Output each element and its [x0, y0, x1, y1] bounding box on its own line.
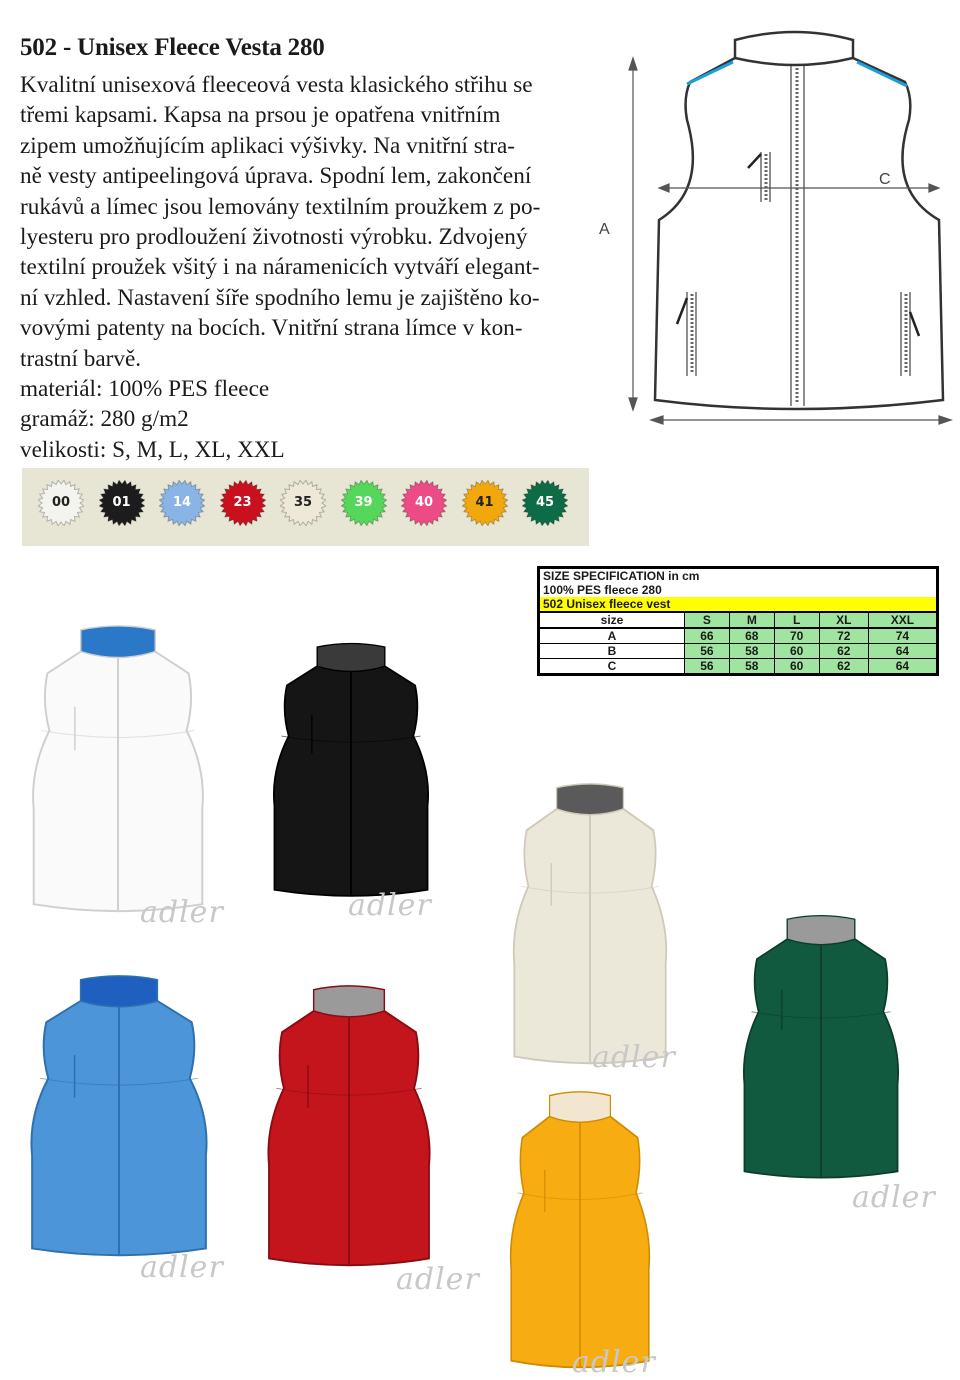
description-line: ní vzhled. Nastavení šíře spodního lemu je zajištěno ko-: [20, 284, 540, 311]
sizes-spec: velikosti: S, M, L, XL, XXL: [20, 436, 285, 463]
description-line: zipem umožňujícím aplikaci výšivky. Na vnitřní stra-: [20, 132, 515, 159]
swatch-code: 45: [535, 495, 555, 510]
size-header-cell: XL: [819, 612, 868, 628]
table-cell: 62: [819, 644, 868, 659]
vest-photo-red: [256, 982, 442, 1272]
table-cell: 74: [868, 628, 937, 644]
swatch-code: 39: [354, 495, 373, 510]
adler-watermark: adler: [396, 1262, 480, 1297]
adler-watermark: adler: [572, 1345, 656, 1380]
description-line: ně vesty antipeelingová úprava. Spodní lem, zakončení: [20, 163, 532, 190]
dimension-label-c: C: [879, 171, 891, 188]
table-cell: 72: [819, 628, 868, 644]
product-description: [20, 70, 580, 465]
swatch-code: 01: [112, 495, 131, 510]
adler-watermark: adler: [140, 895, 224, 930]
table-cell: 60: [774, 659, 819, 675]
color-swatch-45: [522, 480, 568, 526]
size-header-cell: M: [729, 612, 774, 628]
table-cell: 60: [774, 644, 819, 659]
color-swatch-strip: [22, 468, 589, 546]
table-cell: 70: [774, 628, 819, 644]
color-swatch-23: [220, 480, 266, 526]
adler-watermark: adler: [348, 888, 432, 923]
color-swatch-35: [280, 480, 326, 526]
row-label: A: [539, 628, 685, 644]
vest-photo-blue: [18, 972, 220, 1262]
table-row: [539, 659, 938, 675]
size-specification-table: [537, 566, 939, 676]
vest-photo-white: [20, 622, 216, 918]
table-cell: 66: [685, 628, 730, 644]
adler-watermark: adler: [140, 1250, 224, 1285]
table-cell: 64: [868, 659, 937, 675]
vest-photo-yellow: [500, 1088, 660, 1374]
table-cell: 58: [729, 644, 774, 659]
swatch-code: 00: [51, 495, 71, 510]
color-swatch-41: [462, 480, 508, 526]
table-cell: 62: [819, 659, 868, 675]
color-swatch-40: [401, 480, 447, 526]
swatch-code: 35: [293, 495, 313, 510]
size-column-header: size: [539, 612, 685, 628]
color-swatch-00: [38, 480, 84, 526]
description-line: trastní barvě.: [20, 345, 142, 372]
description-line: lyesteru pro prodloužení životnosti výrobku. Zdvojený: [20, 224, 528, 251]
vest-photo-black: [262, 640, 440, 902]
table-cell: 58: [729, 659, 774, 675]
row-label: C: [539, 659, 685, 675]
table-cell: 56: [685, 659, 730, 675]
material-spec: materiál: 100% PES fleece: [20, 376, 270, 403]
weight-spec: gramáž: 280 g/m2: [20, 406, 189, 433]
size-header-cell: S: [685, 612, 730, 628]
description-line: Kvalitní unisexová fleeceová vesta klasického střihu se: [20, 72, 533, 98]
description-line: rukávů a límec jsou lemovány textilním proužkem z po-: [20, 193, 541, 220]
description-line: vovými patenty na bocích. Vnitřní strana límce v kon-: [20, 315, 523, 342]
vest-photo-natural: [502, 780, 678, 1070]
size-header-cell: L: [774, 612, 819, 628]
swatch-code: 40: [414, 495, 434, 510]
swatch-code: 23: [233, 495, 252, 510]
description-line: třemi kapsami. Kapsa na prsou je opatřena vnitřním: [20, 102, 501, 129]
dimension-label-a: A: [599, 221, 610, 238]
size-header-cell: XXL: [868, 612, 937, 628]
color-swatch-01: [99, 480, 145, 526]
description-line: textilní proužek všitý i na náramenicích vytváří elegant-: [20, 254, 540, 281]
adler-watermark: adler: [852, 1180, 936, 1215]
vest-measurement-diagram: [595, 20, 955, 440]
vest-photo-green: [732, 912, 910, 1184]
table-cell: 68: [729, 628, 774, 644]
table-header-highlight: 502 Unisex fleece vest: [539, 597, 938, 612]
table-cell: 56: [685, 644, 730, 659]
table-header: SIZE SPECIFICATION in cm: [543, 569, 700, 583]
row-label: B: [539, 644, 685, 659]
table-row: [539, 644, 938, 659]
table-header: 100% PES fleece 280: [543, 583, 662, 597]
swatch-code: 14: [172, 495, 192, 510]
table-row: [539, 628, 938, 644]
color-swatch-14: [159, 480, 205, 526]
product-title: 502 - Unisex Fleece Vesta 280: [20, 34, 325, 61]
table-cell: 64: [868, 644, 937, 659]
color-swatch-39: [341, 480, 387, 526]
swatch-code: 41: [475, 495, 494, 510]
adler-watermark: adler: [592, 1040, 676, 1075]
